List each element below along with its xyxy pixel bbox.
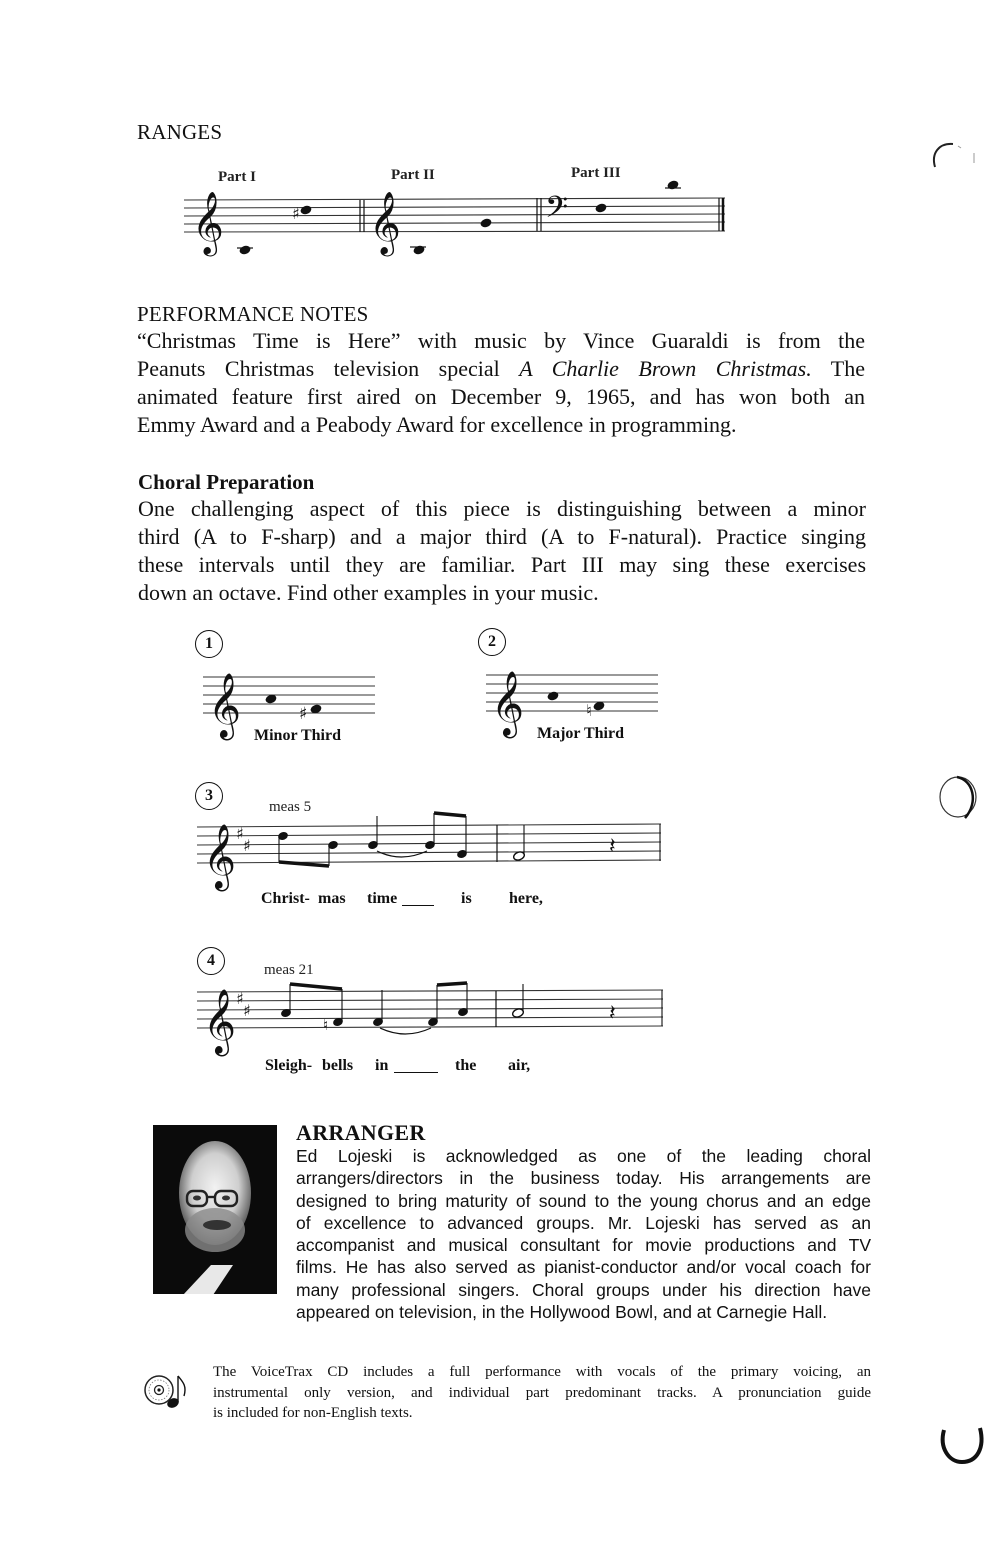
range-part-label: Part III (571, 165, 621, 181)
show-title: A Charlie Brown Christmas. (519, 356, 812, 381)
key-signature-sharp: ♯ (243, 1001, 251, 1020)
lyric-syllable: the (455, 1057, 477, 1074)
voicetrax-text (213, 1362, 871, 1424)
lyric-syllable: air, (508, 1057, 531, 1074)
exercise-number-badge: 4 (197, 947, 225, 975)
lyric-syllable: Christ- (261, 890, 310, 907)
treble-clef-icon: 𝄞 (208, 673, 242, 738)
text-run: “Christmas Time is Here” with music by Vince Guaraldi is from the (137, 328, 865, 353)
note-head (238, 244, 251, 255)
text-line: arrangers/directors in the business today. His arrangements are (296, 1168, 871, 1189)
text-line: these intervals until they are familiar. Part III may sing these exercises (138, 552, 866, 577)
text-run: animated feature first aired on December 9, 1965, and has won both an (137, 384, 865, 409)
measure-label: meas 21 (264, 962, 314, 978)
bass-clef-icon: 𝄢 (545, 191, 569, 232)
choral-preparation-heading: Choral Preparation (138, 470, 315, 494)
range-part-label: Part II (391, 167, 435, 183)
text-line: The VoiceTrax CD includes a full performance with vocals of the primary voicing, an (213, 1364, 871, 1380)
binder-hole-mark-middle (935, 772, 985, 827)
natural-accidental: ♮ (586, 701, 592, 720)
sharp-accidental: ♯ (299, 704, 308, 724)
arranger-heading: ARRANGER (296, 1120, 426, 1145)
text-line: is included for non-English texts. (213, 1405, 413, 1421)
natural-accidental: ♮ (323, 1016, 329, 1034)
note-head (299, 204, 312, 215)
treble-clef-icon: 𝄞 (203, 824, 237, 889)
measure-label: meas 5 (269, 799, 312, 815)
arranger-portrait-image (153, 1125, 277, 1294)
text-line (137, 383, 865, 411)
lyric-syllable: time (367, 890, 398, 907)
text-line: Ed Lojeski is acknowledged as one of the leading choral (296, 1146, 871, 1166)
arranger-photo (153, 1125, 277, 1294)
text-line: appeared on television, in the Hollywood Bowl, and at Carnegie Hall. (296, 1302, 828, 1323)
melisma-line (394, 1072, 438, 1073)
text-line: many professional singers. Choral groups under his direction have (296, 1279, 871, 1300)
ranges-staff (180, 185, 730, 265)
text-line: third (A to F-sharp) and a major third (A to F-natural). Practice singing (138, 524, 866, 549)
treble-clef-icon: 𝄞 (192, 191, 224, 254)
performance-notes-heading: PERFORMANCE NOTES (137, 302, 369, 326)
binder-hole-mark-top (925, 135, 985, 185)
text-run: The (811, 356, 865, 381)
tie (380, 1028, 431, 1034)
text-line: films. He has also served as pianist-conductor and/or vocal coach for (296, 1257, 871, 1278)
choral-preparation-text (138, 495, 866, 607)
lyric-syllable: Sleigh- (265, 1057, 313, 1074)
note-head (546, 690, 559, 701)
treble-clef-icon: 𝄞 (369, 191, 401, 254)
lyric-syllable: bells (322, 1057, 354, 1074)
note-head (666, 179, 679, 190)
text-run: Peanuts Christmas television special (137, 356, 520, 381)
cd-music-icon (143, 1372, 193, 1412)
quarter-rest-icon: 𝄽 (609, 834, 616, 859)
note-head (412, 244, 425, 255)
text-line: instrumental only version, and individual part predominant tracks. A pronunciation guide (213, 1384, 871, 1401)
treble-clef-icon: 𝄞 (491, 671, 525, 736)
text-line (137, 411, 865, 439)
treble-clef-icon: 𝄞 (203, 989, 237, 1054)
key-signature-sharp: ♯ (236, 989, 244, 1008)
text-line (137, 327, 865, 355)
text-line: designed to bring maturity of sound to the young chorus and an edge (296, 1190, 871, 1211)
exercise-4-staff (197, 980, 667, 1054)
note-head (594, 202, 607, 213)
beam (437, 983, 467, 985)
text-run: Emmy Award and a Peabody Award for excellence in programming. (137, 412, 737, 437)
key-signature-sharp: ♯ (243, 836, 251, 855)
beam (290, 984, 342, 989)
text-line: One challenging aspect of this piece is distinguishing between a minor (138, 496, 866, 521)
performance-notes-text (137, 327, 865, 439)
text-line: of excellence to advanced groups. Mr. Lojeski has served as an (296, 1212, 871, 1233)
sharp-accidental: ♯ (292, 204, 300, 223)
lyric-syllable: in (375, 1057, 389, 1074)
range-part-label: Part I (218, 169, 256, 185)
note-head (479, 217, 492, 228)
exercise-number-badge: 3 (195, 782, 223, 810)
exercise-caption: Minor Third (254, 727, 341, 744)
lyric-syllable: is (461, 890, 472, 907)
arranger-bio (296, 1145, 871, 1323)
exercise-caption: Major Third (537, 725, 624, 742)
text-line (137, 355, 865, 383)
exercise-number-badge: 2 (478, 628, 506, 656)
beam (434, 813, 466, 816)
lyric-syllable: mas (318, 890, 346, 907)
lyric-syllable: here, (509, 890, 543, 907)
ranges-heading: RANGES (137, 120, 223, 144)
key-signature-sharp: ♯ (236, 824, 244, 843)
text-line: down an octave. Find other examples in your music. (138, 580, 599, 605)
quarter-rest-icon: 𝄽 (609, 1001, 616, 1026)
binder-hole-mark-bottom (935, 1418, 990, 1468)
exercise-3-staff (197, 815, 667, 889)
exercise-number-badge: 1 (195, 630, 223, 658)
tie (377, 851, 427, 857)
text-line: accompanist and musical consultant for movie productions and TV (296, 1235, 871, 1256)
melisma-line (402, 905, 434, 906)
